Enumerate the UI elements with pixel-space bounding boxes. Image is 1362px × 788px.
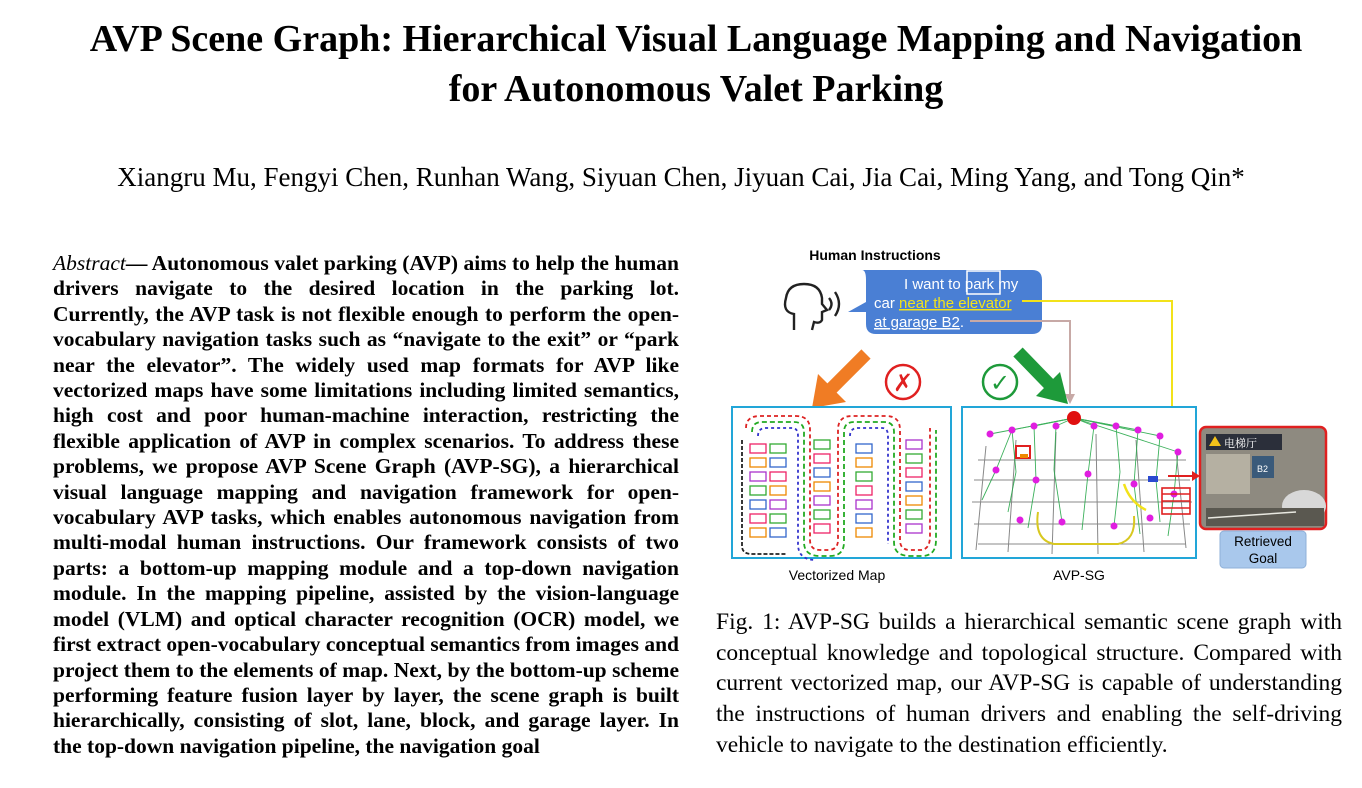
abstract-paragraph: [53, 251, 679, 759]
abstract-dash: —: [125, 251, 148, 275]
instruction-bubble: [848, 270, 1042, 334]
bubble-line-3: at garage B2.: [874, 314, 965, 331]
garage-node: [1067, 411, 1081, 425]
figure-1: [716, 240, 1342, 590]
photo-floor-label: B2: [1257, 464, 1269, 474]
human-instructions-label: Human Instructions: [809, 247, 941, 263]
retrieved-goal-label-line-1: Retrieved: [1234, 534, 1292, 549]
bubble-line-2: car near the elevator: [874, 295, 1012, 312]
figure-1-illustration: [716, 240, 1342, 590]
abstract-heading: Abstract: [53, 251, 126, 275]
paper-title: AVP Scene Graph: Hierarchical Visual Language Mapping and Navigation for Autonomous Valet Parking: [89, 18, 1303, 110]
abstract-body: Autonomous valet parking (AVP) aims to help the human drivers navigate to the desired location in the parking lot. Currently, the AVP task is not flexible enough to perform the open-vocabulary navigation tasks such as “navigate to the exit” or “park near the elevator”. The widely used map formats for AVP like vectorized maps have some limitations including limited semantics, high cost and poor human-machine interaction, restricting the flexible application of AVP in complex scenarios. To address these problems, we propose AVP Scene Graph (AVP-SG), a hierarchical visual language mapping and navigation framework for open-vocabulary AVP tasks, which enables autonomous navigation from multi-modal human instructions. Our framework consists of two parts: a bottom-up mapping module and a top-down navigation module. In the mapping pipeline, assisted by the vision-language model (VLM) and optical character recognition (OCR) model, we first extract open-vocabulary conceptual semantics from images and project them to the elements of map. Next, by the bottom-up scheme performing feature fusion layer by layer, the scene graph is built hierarchically, consisting of slot, lane, block, and garage layer. In the top-down navigation pipeline, the navigation goal: [53, 251, 679, 758]
retrieved-goal-label-line-2: Goal: [1248, 551, 1278, 566]
orange-arrow: [812, 354, 866, 408]
green-arrow: [1018, 352, 1068, 404]
check-mark-icon: ✓: [989, 370, 1011, 397]
avp-sg-label: AVP-SG: [1053, 567, 1105, 583]
author-list: Xiangru Mu, Fengyi Chen, Runhan Wang, Siyuan Chen, Jiyuan Cai, Jia Cai, Ming Yang, and Tong Qin*: [117, 162, 1245, 192]
cross-mark-icon: ✗: [892, 370, 914, 397]
bubble-line-1: I want to park my: [904, 276, 1019, 293]
vectorized-map-panel: [732, 407, 951, 560]
figure-caption: Fig. 1: AVP-SG builds a hierarchical semantic scene graph with conceptual knowledge and topological structure. Compared with current vectorized map, our AVP-SG is capable of understanding the instructions of human drivers and enabling the self-driving vehicle to navigate to the destination efficiently.: [716, 609, 1342, 758]
speaking-head-icon: [785, 284, 839, 330]
elevator-sign-text: 电梯厅: [1224, 438, 1257, 450]
retrieved-goal-photo: [1200, 427, 1326, 529]
vectorized-map-label: Vectorized Map: [788, 567, 886, 583]
avp-sg-panel: [962, 407, 1196, 558]
